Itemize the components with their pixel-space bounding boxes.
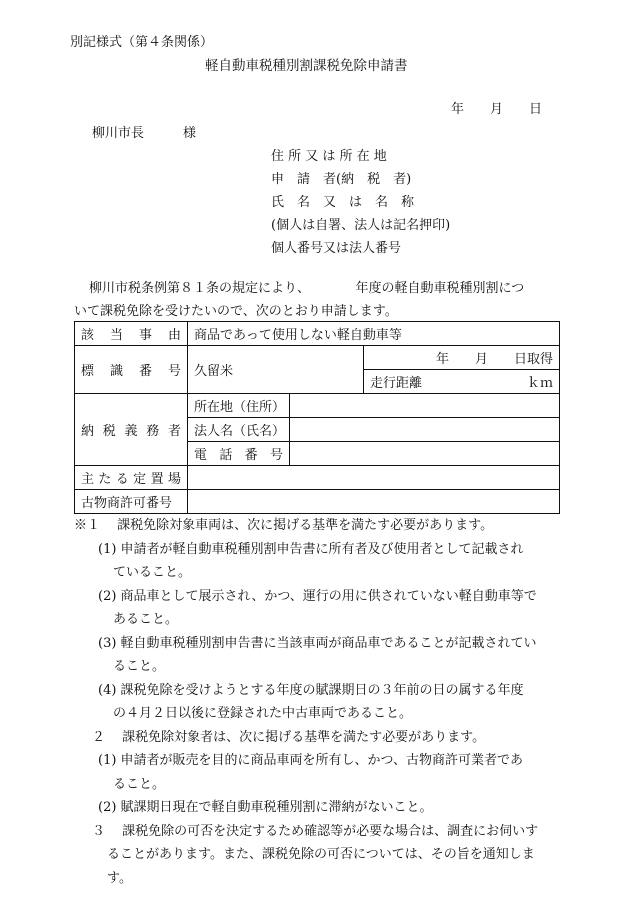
personal-number-label: 個人番号又は法人番号 bbox=[271, 241, 402, 256]
location-label: 所在地（住所） bbox=[188, 394, 290, 418]
table-row bbox=[75, 490, 560, 514]
note-2-1b: ること。 bbox=[113, 776, 166, 792]
phone-field[interactable] bbox=[290, 442, 560, 466]
reason-value: 商品であって使用しない軽自動車等 bbox=[188, 322, 560, 346]
note-1-3a: (3) 軽自動車税種別割申告書に当該車両が商品車であることが記載されてい bbox=[98, 635, 537, 651]
phone-label bbox=[194, 444, 283, 463]
table-row bbox=[75, 346, 560, 370]
plate-label bbox=[81, 360, 181, 379]
note-1: ※１ 課税免除対象車両は、次に掲げる基準を満たす必要があります。 bbox=[74, 518, 494, 533]
reason-char-4: 由 bbox=[167, 328, 181, 343]
table-row bbox=[75, 466, 560, 490]
note-1-4b: の４月２日以後に登録された中古車両であること。 bbox=[113, 706, 413, 721]
storage-char-2: た bbox=[98, 472, 112, 487]
plate-char-3: 番 bbox=[138, 364, 152, 379]
plate-char-4: 号 bbox=[167, 364, 181, 379]
applicant-name-label: 氏 名 又 は 名 称 bbox=[271, 195, 415, 210]
storage-char-1: 主 bbox=[81, 472, 95, 487]
acquired-date[interactable]: 年 月 日取得 bbox=[364, 346, 560, 370]
dealer-field[interactable] bbox=[188, 490, 560, 514]
reason-label-cell bbox=[75, 322, 188, 346]
applicant-label: 申 請 者(納 税 者) bbox=[271, 172, 412, 187]
note-1-1a: (1) 申請者が軽自動車税種別割申告書に所有者及び使用者として記載され bbox=[98, 541, 524, 557]
phone-char-2: 話 bbox=[219, 448, 233, 463]
mileage-label: 走行距離 bbox=[370, 376, 423, 391]
plate-value[interactable]: 久留米 bbox=[188, 346, 364, 394]
table-row bbox=[75, 394, 560, 418]
note-1-2b: あること。 bbox=[113, 612, 179, 627]
form-label: 別記様式（第４条関係） bbox=[70, 35, 214, 50]
corp-name-label: 法人名（氏名） bbox=[188, 418, 290, 442]
storage-label-cell bbox=[75, 466, 188, 490]
reason-label bbox=[81, 324, 181, 343]
location-field[interactable] bbox=[290, 394, 560, 418]
date-line[interactable]: 年 月 日 bbox=[451, 102, 543, 117]
phone-label-cell bbox=[188, 442, 290, 466]
note-2-2: (2) 賦課期日現在で軽自動車税種別割に滞納がないこと。 bbox=[98, 800, 433, 815]
reason-char-2: 当 bbox=[109, 328, 123, 343]
note-2-1a: (1) 申請者が販売を目的に商品車両を所有し、かつ、古物商許可業者であ bbox=[98, 753, 524, 768]
table-row bbox=[75, 322, 560, 346]
document-title: 軽自動車税種別割課税免除申請書 bbox=[205, 58, 408, 74]
phone-char-1: 電 bbox=[194, 448, 208, 463]
taxpayer-label bbox=[81, 420, 181, 439]
intro-line-1: 柳川市税条例第８１条の規定により、 年度の軽自動車税種別割につ bbox=[89, 281, 525, 296]
reason-char-3: 事 bbox=[138, 328, 152, 343]
plate-label-cell bbox=[75, 346, 188, 394]
taxpayer-label-cell bbox=[75, 394, 188, 466]
plate-char-1: 標 bbox=[81, 364, 95, 379]
taxpayer-char-2: 税 bbox=[102, 424, 116, 439]
storage-char-3: る bbox=[115, 472, 129, 487]
note-3a: ３ 課税免除の可否を決定するため確認等が必要な場合は、調査にお伺いす bbox=[92, 823, 539, 839]
taxpayer-char-5: 者 bbox=[167, 424, 181, 439]
taxpayer-char-4: 務 bbox=[146, 424, 160, 439]
reason-char-1: 該 bbox=[81, 328, 95, 343]
storage-char-4: 定 bbox=[133, 472, 147, 487]
dealer-label: 古物商許可番号 bbox=[75, 490, 188, 514]
plate-char-2: 識 bbox=[109, 364, 123, 379]
taxpayer-char-1: 納 bbox=[81, 424, 95, 439]
note-1-3b: ること。 bbox=[113, 659, 166, 674]
note-1-1b: ていること。 bbox=[113, 565, 192, 580]
storage-field[interactable] bbox=[188, 466, 560, 490]
signature-note: (個人は自署、法人は記名押印) bbox=[271, 218, 451, 233]
corp-name-field[interactable] bbox=[290, 418, 560, 442]
note-1-4a: (4) 課税免除を受けようとする年度の賦課期日の３年前の日の属する年度 bbox=[98, 682, 524, 698]
taxpayer-char-3: 義 bbox=[124, 424, 138, 439]
mileage-cell[interactable] bbox=[364, 370, 560, 394]
application-table bbox=[74, 321, 560, 514]
phone-char-4: 号 bbox=[269, 448, 283, 463]
addressee: 柳川市長 様 bbox=[92, 126, 197, 141]
storage-char-5: 置 bbox=[150, 472, 164, 487]
note-2: ２ 課税免除対象者は、次に掲げる基準を満たす必要があります。 bbox=[92, 729, 486, 745]
storage-label bbox=[81, 468, 181, 487]
applicant-address-label: 住 所 又 は 所 在 地 bbox=[271, 149, 387, 164]
intro-line-2: いて課税免除を受けたいので、次のとおり申請します。 bbox=[74, 304, 398, 319]
storage-char-6: 場 bbox=[167, 472, 181, 487]
note-1-2a: (2) 商品車として展示され、かつ、運行の用に供されていない軽自動車等で bbox=[98, 588, 537, 604]
note-3c: す。 bbox=[107, 870, 132, 886]
phone-char-3: 番 bbox=[244, 448, 258, 463]
note-3b: ることがあります。また、課税免除の可否については、その旨を通知しま bbox=[107, 847, 535, 862]
mileage-unit: ｋｍ bbox=[526, 376, 553, 391]
